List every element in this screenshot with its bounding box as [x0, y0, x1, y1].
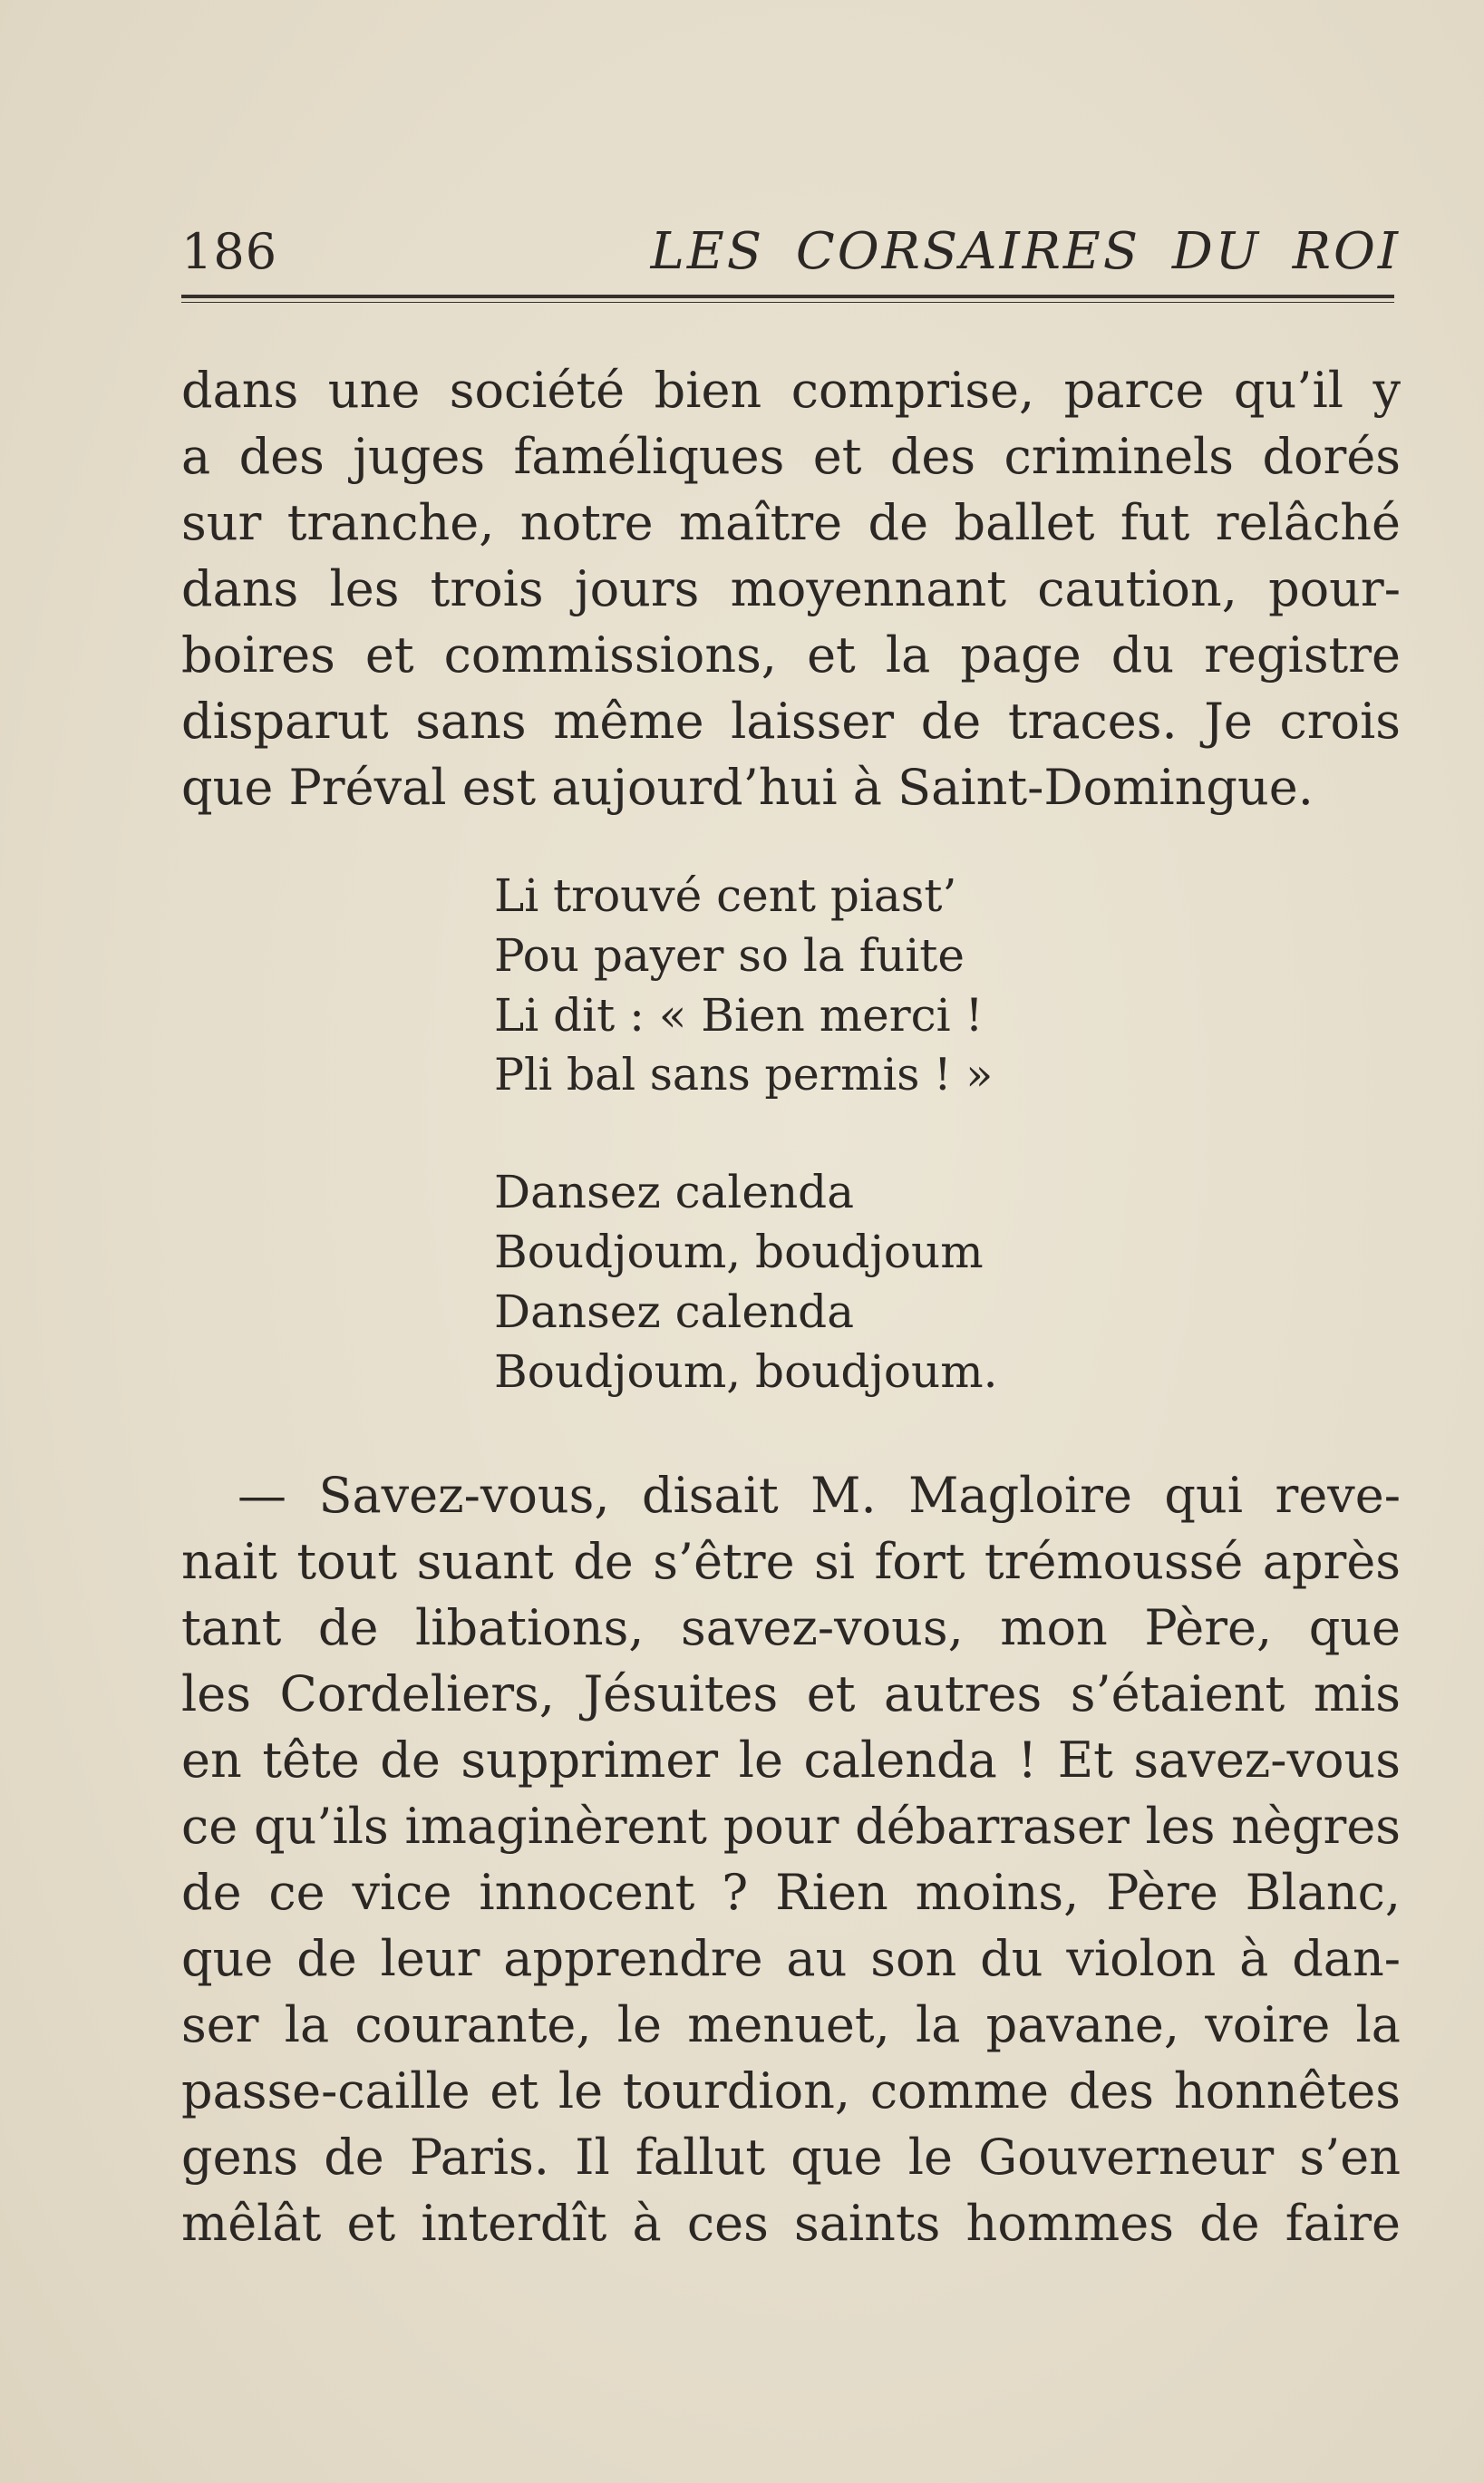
text-line: nait tout suant de s’être si fort trémoussé après: [181, 1533, 1401, 1590]
text-line: que Préval est aujourd’hui à Saint-Domingue.: [181, 759, 1314, 816]
text-line: mêlât et interdît à ces saints hommes de faire: [181, 2195, 1401, 2252]
page-number: 186: [181, 223, 278, 280]
verse-line: Li dit : « Bien merci !: [494, 989, 984, 1042]
text-line: tant de libations, savez-vous, mon Père, que: [181, 1599, 1401, 1656]
running-title: LES CORSAIRES DU ROI: [650, 222, 1401, 281]
text-line: passe-caille et le tourdion, comme des honnêtes: [181, 2062, 1401, 2119]
text-line: ser la courante, le menuet, la pavane, voire la: [181, 1996, 1401, 2053]
text-line: de ce vice innocent ? Rien moins, Père Blanc,: [181, 1864, 1401, 1921]
text-line: en tête de supprimer le calenda ! Et savez-vous: [181, 1731, 1401, 1789]
verse-line: Dansez calenda: [494, 1285, 854, 1338]
verse-line: Boudjoum, boudjoum: [494, 1226, 984, 1278]
song-stanza-2: [494, 1162, 998, 1402]
verse-line: Dansez calenda: [494, 1166, 854, 1218]
header-rule: [181, 295, 1394, 303]
verse-line: Pli bal sans permis ! »: [494, 1049, 994, 1101]
verse-line: Boudjoum, boudjoum.: [494, 1345, 998, 1398]
text-line: les Cordeliers, Jésuites et autres s’étaient mis: [181, 1665, 1401, 1722]
text-line: ce qu’ils imaginèrent pour débarraser les nègres: [181, 1798, 1401, 1855]
text-line: dans les trois jours moyennant caution, pour-: [181, 560, 1401, 617]
verse-line: Li trouvé cent piast’: [494, 869, 957, 922]
song-stanza-1: [494, 866, 993, 1105]
text-line: — Savez-vous, disait M. Magloire qui reve-: [238, 1467, 1401, 1524]
text-line: boires et commissions, et la page du registre: [181, 626, 1401, 684]
paragraph-2: [181, 1462, 1401, 2256]
paragraph-1: [181, 357, 1401, 820]
verse-line: Pou payer so la fuite: [494, 929, 965, 982]
text-line: que de leur apprendre au son du violon à dan-: [181, 1930, 1401, 1987]
text-line: disparut sans même laisser de traces. Je crois: [181, 693, 1401, 750]
text-line: gens de Paris. Il fallut que le Gouverneur s’en: [181, 2129, 1401, 2186]
text-line: a des juges faméliques et des criminels dorés: [181, 428, 1401, 485]
text-line: sur tranche, notre maître de ballet fut relâché: [181, 494, 1401, 551]
page-header: [181, 216, 1401, 288]
text-line: dans une société bien comprise, parce qu’il y: [181, 362, 1401, 419]
